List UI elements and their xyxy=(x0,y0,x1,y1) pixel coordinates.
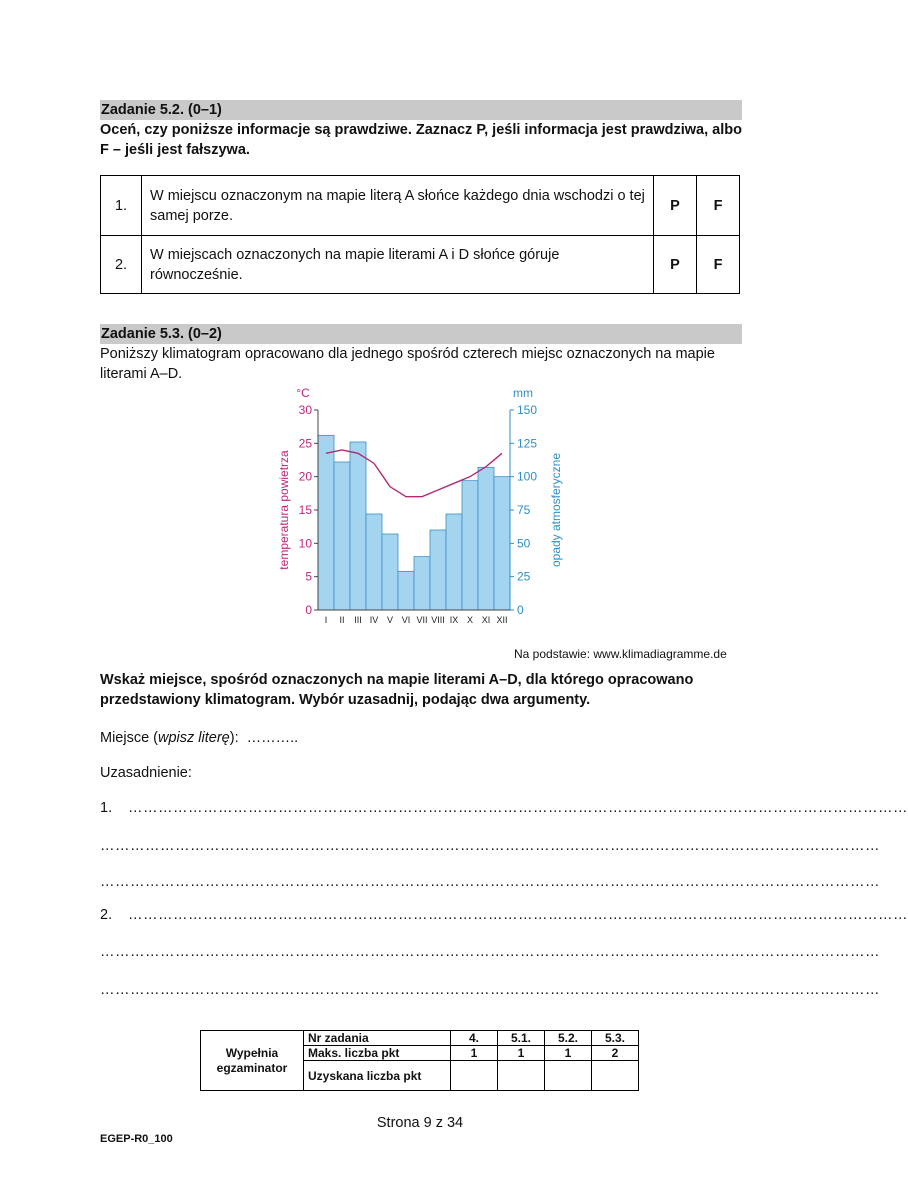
month-label-IX: IX xyxy=(449,615,459,625)
place-answer xyxy=(100,730,298,746)
row-number: 1. xyxy=(101,176,142,236)
place-label-italic: wpisz literę xyxy=(158,730,230,746)
precipitation-bar-VII xyxy=(414,557,430,610)
page-number: Strona 9 z 34 xyxy=(376,1115,464,1131)
right-axis-label: opady atmosferyczne xyxy=(549,452,563,568)
precipitation-bar-XII xyxy=(494,477,510,610)
left-tick-label: 0 xyxy=(305,603,312,617)
obtained-points-cell[interactable] xyxy=(545,1061,592,1091)
precipitation-bar-IV xyxy=(366,514,382,610)
month-label-VI: VI xyxy=(401,615,411,625)
month-label-II: II xyxy=(339,615,345,625)
place-answer-field[interactable]: ……….. xyxy=(246,730,299,746)
task-5-2-header: Zadanie 5.2. (0–1) xyxy=(100,100,742,120)
month-label-V: V xyxy=(386,615,394,625)
answer-2-line-3[interactable]: ………………………………………………………………………………………………………………………………………… xyxy=(100,982,880,998)
task-number: 5.1. xyxy=(498,1031,545,1046)
task-5-3-question: Wskaż miejsce, spośród oznaczonych na mapie literami A–D, dla którego opracowano przedstawiony klimatogram. Wybór uzasadnij, podając dwa argumenty. xyxy=(100,672,694,708)
month-label-VII: VII xyxy=(416,615,428,625)
obtained-points-cell[interactable] xyxy=(498,1061,545,1091)
answer-1-line-3[interactable]: ………………………………………………………………………………………………………………………………………… xyxy=(100,874,880,890)
exam-code: EGEP-R0_100 xyxy=(100,1133,173,1145)
left-tick-label: 10 xyxy=(298,536,312,551)
obtained-points-label: Uzyskana liczba pkt xyxy=(304,1061,451,1091)
answer-2-line-2[interactable]: ………………………………………………………………………………………………………………………………………… xyxy=(100,944,880,960)
climatogram-chart xyxy=(270,380,570,630)
month-label-I: I xyxy=(324,615,328,625)
precipitation-bar-XI xyxy=(478,467,494,610)
task-number: 5.3. xyxy=(592,1031,639,1046)
option-false[interactable]: F xyxy=(697,236,740,294)
examiner-label-2: egzaminator xyxy=(216,1060,288,1075)
chart-source: Na podstawie: www.klimadiagramme.de xyxy=(514,647,727,661)
answer-1-line-2[interactable]: ………………………………………………………………………………………………………………………………………… xyxy=(100,838,880,854)
answer-1-line-1[interactable]: ………………………………………………………………………………………………………………………………………… xyxy=(128,800,908,816)
statement-text: W miejscach oznaczonych na mapie literami A i D słońce góruje równocześnie. xyxy=(142,236,654,294)
precipitation-bar-V xyxy=(382,534,398,610)
justification-label: Uzasadnienie: xyxy=(100,765,192,781)
max-points: 1 xyxy=(451,1046,498,1061)
left-axis-label: temperatura powietrza xyxy=(277,450,291,570)
precipitation-bar-III xyxy=(350,442,366,610)
place-label: Miejsce ( xyxy=(100,730,159,746)
obtained-points-cell[interactable] xyxy=(592,1061,639,1091)
precipitation-bar-IX xyxy=(446,514,462,610)
task-number: 4. xyxy=(451,1031,498,1046)
month-label-XII: XII xyxy=(496,615,508,625)
right-axis-unit: mm xyxy=(513,386,533,400)
task-5-2-instruction: Oceń, czy poniższe informacje są prawdziwe. Zaznacz P, jeśli informacja jest prawdziwa, albo F – jeśli jest fałszywa. xyxy=(100,122,742,158)
obtained-points-cell[interactable] xyxy=(451,1061,498,1091)
right-tick-label: 75 xyxy=(517,503,531,517)
task-5-3-header: Zadanie 5.3. (0–2) xyxy=(100,324,742,344)
left-tick-label: 25 xyxy=(298,436,312,451)
right-tick-label: 125 xyxy=(517,436,538,451)
left-tick-label: 30 xyxy=(298,403,312,417)
option-true[interactable]: P xyxy=(654,176,697,236)
right-tick-label: 50 xyxy=(517,536,531,551)
option-false[interactable]: F xyxy=(697,176,740,236)
right-tick-label: 0 xyxy=(517,603,524,617)
task-number: 5.2. xyxy=(545,1031,592,1046)
right-tick-label: 100 xyxy=(517,469,538,484)
table-row xyxy=(101,236,740,294)
answer-2-number: 2. xyxy=(100,907,113,923)
month-label-XI: XI xyxy=(481,615,491,625)
left-tick-label: 15 xyxy=(298,503,312,517)
option-true[interactable]: P xyxy=(654,236,697,294)
precipitation-bar-VIII xyxy=(430,530,446,610)
left-tick-label: 5 xyxy=(305,569,312,584)
score-table xyxy=(200,1030,639,1091)
month-label-IV: IV xyxy=(369,615,379,625)
precipitation-bar-VI xyxy=(398,571,414,610)
task-5-3-intro: Poniższy klimatogram opracowano dla jednego spośród czterech miejsc oznaczonych na mapie literami A–D. xyxy=(100,346,715,382)
row-number: 2. xyxy=(101,236,142,294)
answer-2-line-1[interactable]: ………………………………………………………………………………………………………………………………………… xyxy=(128,907,908,923)
right-tick-label: 25 xyxy=(517,569,531,584)
precipitation-bar-I xyxy=(318,435,334,610)
table-row xyxy=(101,176,740,236)
month-label-X: X xyxy=(466,615,474,625)
max-points: 2 xyxy=(592,1046,639,1061)
examiner-label-1: Wypełnia xyxy=(225,1045,279,1060)
statement-text: W miejscu oznaczonym na mapie literą A słońce każdego dnia wschodzi o tej samej porze. xyxy=(142,176,654,236)
month-label-VIII: VIII xyxy=(431,615,445,625)
task-number-label: Nr zadania xyxy=(304,1031,451,1046)
precipitation-bar-X xyxy=(462,481,478,610)
max-points-label: Maks. liczba pkt xyxy=(304,1046,451,1061)
answer-1-number: 1. xyxy=(100,800,113,816)
place-label-end: ): xyxy=(229,730,239,746)
max-points: 1 xyxy=(545,1046,592,1061)
examiner-cell xyxy=(201,1031,304,1091)
left-axis-unit: °C xyxy=(296,386,310,400)
max-points: 1 xyxy=(498,1046,545,1061)
precipitation-bar-II xyxy=(334,462,350,610)
month-label-III: III xyxy=(354,615,362,625)
true-false-table xyxy=(100,175,740,294)
right-tick-label: 150 xyxy=(517,403,538,417)
left-tick-label: 20 xyxy=(298,469,312,484)
